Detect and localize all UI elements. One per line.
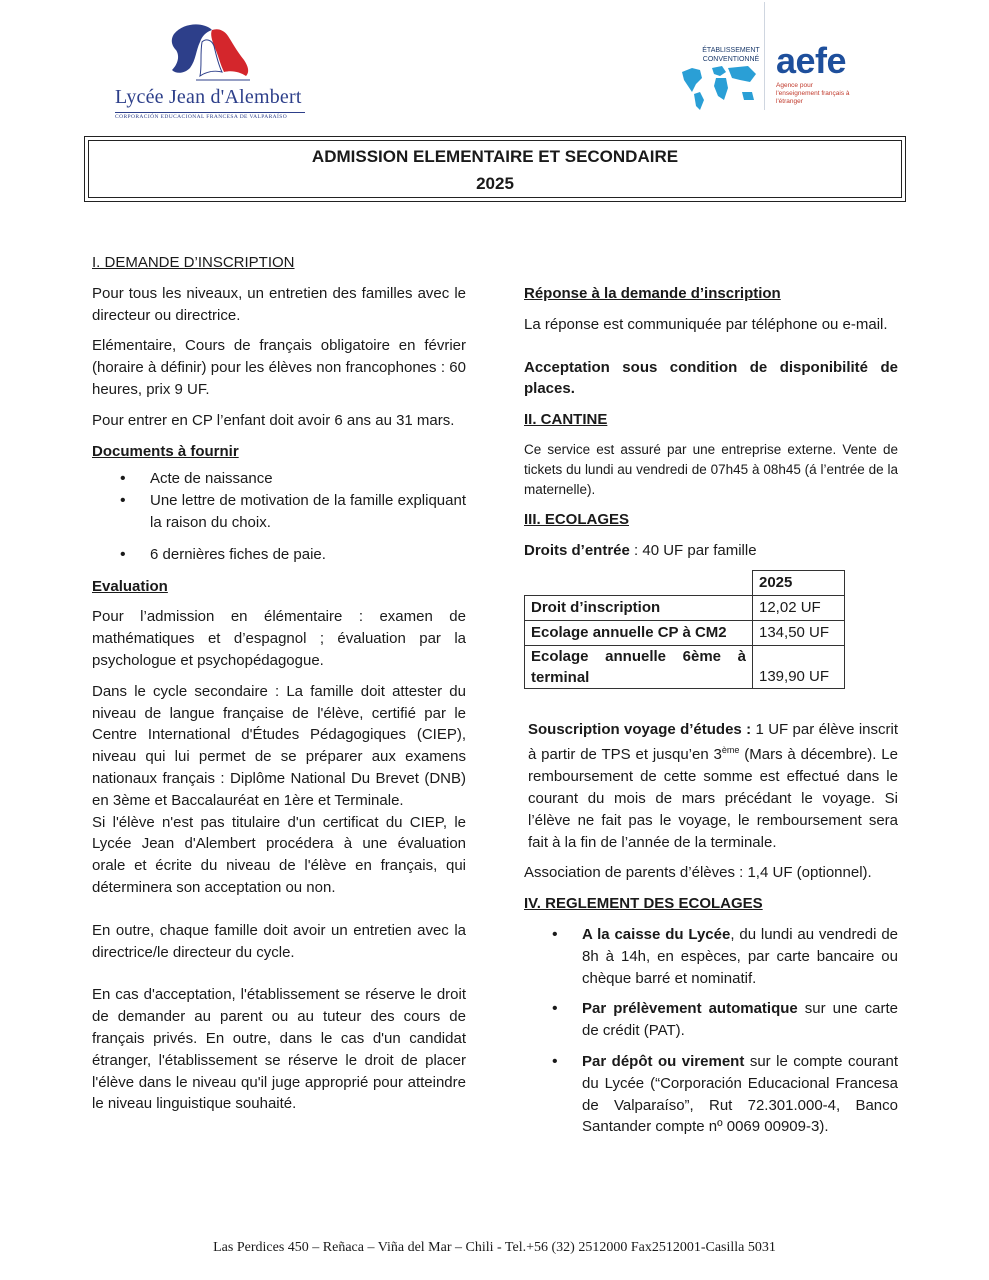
paragraph-acceptation-places: Acceptation sous condition de disponibilité de places.	[524, 358, 898, 398]
aefe-logo	[676, 2, 876, 114]
table-cell: Droit d’inscription	[525, 595, 753, 620]
table-row	[525, 595, 845, 620]
section-heading-inscription: I. DEMANDE D’INSCRIPTION	[92, 254, 295, 271]
document-title: ADMISSION ELEMENTAIRE ET SECONDAIRE	[311, 147, 679, 166]
payment-virement-text: sur le compte courant du Lycée (“Corporación Educacional Francesa de Valparaíso”, Rut 72.301.000-4, Banco Santander compte nº 0069 00909-3).	[582, 1052, 898, 1136]
table-row	[525, 620, 845, 645]
list-item: • 6 dernières fiches de paie.	[92, 544, 466, 566]
right-column	[524, 283, 898, 1147]
footer-address: Las Perdices 450 – Reñaca – Viña del Mar – Chili - Tel.+56 (32) 2512000 Fax2512001-Casilla 5031	[213, 1240, 776, 1255]
paragraph-association: Association de parents d’élèves : 1,4 UF (optionnel).	[524, 864, 872, 882]
table-row	[525, 570, 845, 595]
list-item	[524, 1051, 898, 1138]
paragraph-entretien-cycle: En outre, chaque famille doit avoir un entretien avec la directrice/le directeur du cycle.	[92, 921, 466, 961]
table-cell: Ecolage annuelle 6ème à terminal	[525, 645, 753, 688]
list-item: • Acte de naissance	[92, 468, 466, 490]
school-emblem-icon	[166, 20, 256, 86]
paragraph-voyage	[524, 719, 898, 854]
paragraph-eval-elementaire: Pour l’admission en élémentaire : examen de mathématiques et d’espagnol ; évaluation par la psychologue et psychopédagogue.	[92, 608, 466, 669]
section-heading-ecolages: III. ECOLAGES	[524, 510, 630, 528]
left-column	[92, 252, 466, 1124]
list-item: • Une lettre de motivation de la famille expliquant la raison du choix.	[92, 490, 466, 534]
reponse-heading: Réponse à la demande d’inscription	[524, 285, 781, 302]
school-subtitle: CORPORACIÓN EDUCACIONAL FRANCESA DE VALPARAÍSO	[115, 114, 288, 120]
payment-list	[524, 924, 898, 1138]
paragraph-ciep: Si l'élève n'est pas titulaire d'un certificat du CIEP, le Lycée Jean d'Alembert procédera à une évaluation orale et écrite du niveau de l'élève en français, qui déterminera son acceptation ou non.	[92, 813, 466, 896]
aefe-wordmark: aefe	[776, 40, 847, 81]
school-logo	[112, 20, 312, 120]
logo-divider	[764, 2, 765, 110]
payment-prelevement-label: Par prélèvement automatique	[582, 1000, 798, 1018]
section-heading-cantine: II. CANTINE	[524, 411, 608, 429]
droits-entree-label: Droits d’entrée	[524, 541, 630, 559]
paragraph-entretien: Pour tous les niveaux, un entretien des familles avec le directeur ou directrice.	[92, 284, 466, 324]
payment-prelevement-text: sur une carte de crédit (PAT).	[582, 1000, 898, 1040]
paragraph-cantine: Ce service est assuré par une entreprise externe. Vente de tickets du lundi au vendredi de 07h45 à 08h45 (á l’entrée de la maternelle).	[524, 441, 898, 497]
payment-caisse-text: , du lundi au vendredi de 8h à 14h, en espèces, par carte bancaire ou chèque barré et nominatif.	[582, 925, 899, 987]
paragraph-cours-francais: Elémentaire, Cours de français obligatoire en février (horaire à définir) pour les élèves non francophones : 60 heures, prix 9 UF.	[92, 337, 466, 398]
evaluation-heading: Evaluation	[92, 577, 168, 595]
voyage-text-1: 1 UF par élève inscrit à partir de TPS et jusqu’en 3	[528, 720, 898, 764]
documents-heading: Documents à fournir	[92, 442, 239, 460]
paragraph-acceptation: En cas d'acceptation, l'établissement se réserve le droit de demander au parent ou au tuteur des cours de français privés. En outre, dans le cas d'un candidat étranger, l'établissement se réserve le droit de placer l'élève dans le niveau qu'il juge approprié pour atteindre le niveau linguistique souhaité.	[92, 986, 466, 1113]
etablissement-label: ÉTABLISSEMENT CONVENTIONNÉ	[702, 47, 760, 63]
table-cell: 139,90 UF	[753, 645, 845, 688]
documents-list	[92, 468, 466, 565]
payment-caisse-label: A la caisse du Lycée	[582, 925, 731, 943]
droits-entree-value: : 40 UF par famille	[629, 541, 757, 559]
voyage-sup: ème	[721, 745, 740, 756]
table-row	[525, 645, 845, 688]
school-name-underline	[115, 112, 305, 113]
droits-entree	[524, 540, 898, 562]
table-cell	[525, 570, 753, 595]
aefe-tagline: Agence pour l'enseignement français à l'étranger	[776, 82, 850, 105]
title-box	[84, 136, 906, 202]
payment-virement-label: Par dépôt ou virement	[582, 1052, 745, 1070]
paragraph-reponse: La réponse est communiquée par téléphone ou e-mail.	[524, 315, 888, 333]
school-name: Lycée Jean d'Alembert	[115, 86, 302, 108]
table-cell: Ecolage annuelle CP à CM2	[525, 620, 753, 645]
fees-table	[524, 570, 845, 689]
list-item	[524, 924, 898, 989]
paragraph-eval-secondaire: Dans le cycle secondaire : La famille doit attester du niveau de langue française de l'élève, certifié par le Centre International d'Études Pédagogiques (CIEP), niveau qui lui permet de se préparer aux examens nationaux français : Diplôme National Du Brevet (DNB) en 3ème et Baccalauréat en 1ère et Terminale.	[92, 682, 466, 809]
voyage-label: Souscription voyage d’études :	[528, 720, 752, 738]
document-year: 2025	[476, 174, 514, 193]
table-cell: 134,50 UF	[753, 620, 845, 645]
table-cell: 12,02 UF	[753, 595, 845, 620]
paragraph-age-cp: Pour entrer en CP l’enfant doit avoir 6 ans au 31 mars.	[92, 411, 455, 429]
world-map-icon	[678, 62, 758, 112]
voyage-text-2: (Mars à décembre). Le remboursement de cette somme est effectué dans le courant du mois de mars précédant le voyage. Si l’élève ne fait pas le voyage, le remboursement sera fait à la fin de l’année de la terminale.	[528, 746, 898, 851]
section-heading-reglement: IV. REGLEMENT DES ECOLAGES	[524, 895, 763, 913]
table-header-year: 2025	[753, 570, 845, 595]
list-item	[524, 998, 898, 1042]
